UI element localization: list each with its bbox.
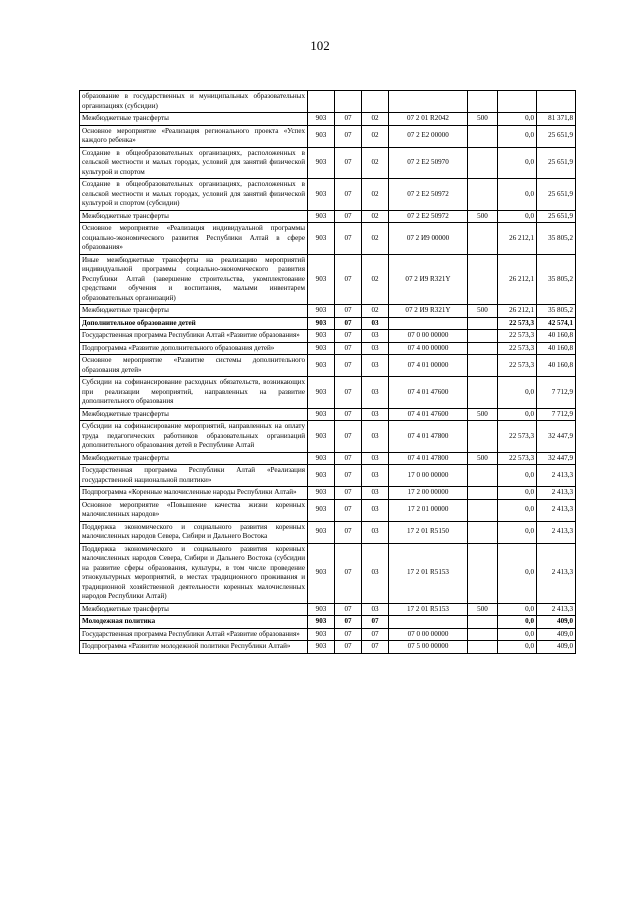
subsection-code-cell: 03 bbox=[362, 317, 389, 330]
expense-type-cell bbox=[468, 628, 498, 641]
subsection-code-cell: 03 bbox=[362, 408, 389, 421]
section-code-cell: 07 bbox=[335, 113, 362, 126]
target-article-cell: 07 4 01 47600 bbox=[389, 377, 468, 409]
amount-1-cell: 22 573,3 bbox=[498, 355, 537, 377]
amount-2-cell: 25 651,9 bbox=[537, 179, 576, 211]
ministry-code-cell: 903 bbox=[308, 342, 335, 355]
table-row bbox=[80, 330, 576, 343]
expense-type-cell bbox=[468, 317, 498, 330]
table-row bbox=[80, 342, 576, 355]
ministry-code-cell: 903 bbox=[308, 113, 335, 126]
item-name-cell: Основное мероприятие «Повышение качества жизни коренных малочисленных народов» bbox=[80, 499, 308, 521]
ministry-code-cell: 903 bbox=[308, 603, 335, 616]
section-code-cell: 07 bbox=[335, 125, 362, 147]
target-article-cell: 07 2 E2 50970 bbox=[389, 147, 468, 179]
page-number: 102 bbox=[310, 38, 330, 53]
target-article-cell: 07 4 01 47600 bbox=[389, 408, 468, 421]
amount-1-cell: 0,0 bbox=[498, 179, 537, 211]
amount-1-cell: 22 573,3 bbox=[498, 342, 537, 355]
amount-1-cell: 26 212,1 bbox=[498, 254, 537, 305]
ministry-code-cell: 903 bbox=[308, 521, 335, 543]
amount-1-cell: 0,0 bbox=[498, 147, 537, 179]
section-code-cell: 07 bbox=[335, 465, 362, 487]
item-name-cell: Субсидии на софинансирование мероприятий, направленных на оплату труда педагогических работников образовательных организаций дополнительного образования детей в Республике Алтай bbox=[80, 421, 308, 453]
target-article-cell: 07 4 01 47800 bbox=[389, 452, 468, 465]
amount-1-cell: 0,0 bbox=[498, 543, 537, 603]
subsection-code-cell: 03 bbox=[362, 603, 389, 616]
amount-1-cell: 0,0 bbox=[498, 408, 537, 421]
ministry-code-cell: 903 bbox=[308, 408, 335, 421]
section-code-cell: 07 bbox=[335, 499, 362, 521]
expense-type-cell: 500 bbox=[468, 452, 498, 465]
ministry-code-cell: 903 bbox=[308, 641, 335, 654]
item-name-cell: Основное мероприятие «Реализация регионального проекта «Успех каждого ребенка» bbox=[80, 125, 308, 147]
target-article-cell: 07 5 00 00000 bbox=[389, 641, 468, 654]
amount-2-cell: 7 712,9 bbox=[537, 377, 576, 409]
section-code-cell: 07 bbox=[335, 342, 362, 355]
table-row bbox=[80, 179, 576, 211]
amount-2-cell: 25 651,9 bbox=[537, 210, 576, 223]
ministry-code-cell: 903 bbox=[308, 179, 335, 211]
table-row bbox=[80, 641, 576, 654]
table-row bbox=[80, 603, 576, 616]
subsection-code-cell: 02 bbox=[362, 305, 389, 318]
subsection-code-cell: 02 bbox=[362, 113, 389, 126]
target-article-cell: 17 2 01 R5153 bbox=[389, 543, 468, 603]
amount-1-cell: 0,0 bbox=[498, 641, 537, 654]
amount-1-cell bbox=[498, 91, 537, 113]
target-article-cell: 07 0 00 00000 bbox=[389, 330, 468, 343]
target-article-cell bbox=[389, 616, 468, 629]
section-code-cell: 07 bbox=[335, 317, 362, 330]
target-article-cell: 07 4 01 00000 bbox=[389, 355, 468, 377]
subsection-code-cell: 03 bbox=[362, 421, 389, 453]
amount-1-cell: 0,0 bbox=[498, 628, 537, 641]
amount-2-cell: 2 413,3 bbox=[537, 521, 576, 543]
section-code-cell: 07 bbox=[335, 377, 362, 409]
target-article-cell: 07 2 И9 R321Y bbox=[389, 254, 468, 305]
subsection-code-cell: 02 bbox=[362, 210, 389, 223]
subsection-code-cell: 07 bbox=[362, 641, 389, 654]
ministry-code-cell: 903 bbox=[308, 499, 335, 521]
target-article-cell: 07 4 01 47800 bbox=[389, 421, 468, 453]
target-article-cell: 17 2 01 R5150 bbox=[389, 521, 468, 543]
amount-2-cell: 2 413,3 bbox=[537, 465, 576, 487]
amount-2-cell: 40 160,8 bbox=[537, 342, 576, 355]
item-name-cell: Государственная программа Республики Алтай «Реализация государственной национальной политики» bbox=[80, 465, 308, 487]
item-name-cell: Государственная программа Республики Алтай «Развитие образования» bbox=[80, 330, 308, 343]
ministry-code-cell: 903 bbox=[308, 254, 335, 305]
amount-2-cell: 2 413,3 bbox=[537, 499, 576, 521]
amount-1-cell: 0,0 bbox=[498, 125, 537, 147]
section-code-cell bbox=[335, 91, 362, 113]
ministry-code-cell: 903 bbox=[308, 305, 335, 318]
item-name-cell: Субсидии на софинансирование расходных обязательств, возникающих при реализации мероприятий, направленных на развитие дополнительного образования bbox=[80, 377, 308, 409]
target-article-cell: 17 0 00 00000 bbox=[389, 465, 468, 487]
ministry-code-cell: 903 bbox=[308, 616, 335, 629]
section-code-cell: 07 bbox=[335, 330, 362, 343]
ministry-code-cell: 903 bbox=[308, 317, 335, 330]
amount-2-cell: 2 413,3 bbox=[537, 487, 576, 500]
subsection-code-cell: 02 bbox=[362, 254, 389, 305]
expense-type-cell bbox=[468, 377, 498, 409]
subsection-code-cell: 02 bbox=[362, 223, 389, 255]
target-article-cell: 17 2 00 00000 bbox=[389, 487, 468, 500]
expense-type-cell bbox=[468, 465, 498, 487]
subsection-code-cell: 02 bbox=[362, 179, 389, 211]
section-code-cell: 07 bbox=[335, 521, 362, 543]
ministry-code-cell: 903 bbox=[308, 125, 335, 147]
expense-type-cell bbox=[468, 91, 498, 113]
table-row bbox=[80, 377, 576, 409]
expense-type-cell bbox=[468, 421, 498, 453]
amount-1-cell: 22 573,3 bbox=[498, 317, 537, 330]
section-code-cell: 07 bbox=[335, 147, 362, 179]
amount-2-cell: 42 574,1 bbox=[537, 317, 576, 330]
table-row bbox=[80, 521, 576, 543]
target-article-cell bbox=[389, 317, 468, 330]
table-row bbox=[80, 421, 576, 453]
ministry-code-cell bbox=[308, 91, 335, 113]
section-code-cell: 07 bbox=[335, 210, 362, 223]
item-name-cell: Создание в общеобразовательных организациях, расположенных в сельской местности и малых городах, условий для занятий физической культурой и спортом (субсидии) bbox=[80, 179, 308, 211]
expense-type-cell bbox=[468, 179, 498, 211]
expense-type-cell bbox=[468, 355, 498, 377]
section-code-cell: 07 bbox=[335, 179, 362, 211]
amount-2-cell: 2 413,3 bbox=[537, 603, 576, 616]
amount-2-cell: 7 712,9 bbox=[537, 408, 576, 421]
target-article-cell: 07 0 00 00000 bbox=[389, 628, 468, 641]
amount-2-cell: 32 447,9 bbox=[537, 452, 576, 465]
table-row bbox=[80, 147, 576, 179]
section-code-cell: 07 bbox=[335, 254, 362, 305]
expense-type-cell bbox=[468, 521, 498, 543]
amount-2-cell: 409,0 bbox=[537, 628, 576, 641]
amount-1-cell: 0,0 bbox=[498, 377, 537, 409]
item-name-cell: Межбюджетные трансферты bbox=[80, 305, 308, 318]
expense-type-cell bbox=[468, 616, 498, 629]
expense-type-cell bbox=[468, 641, 498, 654]
amount-1-cell: 26 212,1 bbox=[498, 223, 537, 255]
target-article-cell: 07 4 00 00000 bbox=[389, 342, 468, 355]
ministry-code-cell: 903 bbox=[308, 421, 335, 453]
section-code-cell: 07 bbox=[335, 487, 362, 500]
target-article-cell: 17 2 01 00000 bbox=[389, 499, 468, 521]
amount-1-cell: 0,0 bbox=[498, 210, 537, 223]
ministry-code-cell: 903 bbox=[308, 223, 335, 255]
section-code-cell: 07 bbox=[335, 421, 362, 453]
table-row bbox=[80, 616, 576, 629]
item-name-cell: Подпрограмма «Развитие дополнительного образования детей» bbox=[80, 342, 308, 355]
subsection-code-cell: 07 bbox=[362, 628, 389, 641]
subsection-code-cell: 03 bbox=[362, 487, 389, 500]
expense-type-cell: 500 bbox=[468, 210, 498, 223]
amount-2-cell: 32 447,9 bbox=[537, 421, 576, 453]
section-code-cell: 07 bbox=[335, 543, 362, 603]
section-code-cell: 07 bbox=[335, 408, 362, 421]
table-row bbox=[80, 254, 576, 305]
target-article-cell: 07 2 И9 R321Y bbox=[389, 305, 468, 318]
item-name-cell: Межбюджетные трансферты bbox=[80, 452, 308, 465]
target-article-cell: 07 2 01 R2042 bbox=[389, 113, 468, 126]
item-name-cell: Основное мероприятие «Развитие системы дополнительного образования детей» bbox=[80, 355, 308, 377]
ministry-code-cell: 903 bbox=[308, 377, 335, 409]
amount-1-cell: 22 573,3 bbox=[498, 421, 537, 453]
amount-2-cell: 81 371,8 bbox=[537, 113, 576, 126]
table-row bbox=[80, 305, 576, 318]
item-name-cell: Подпрограмма «Коренные малочисленные народы Республики Алтай» bbox=[80, 487, 308, 500]
table-row bbox=[80, 317, 576, 330]
table-row bbox=[80, 91, 576, 113]
amount-1-cell: 0,0 bbox=[498, 603, 537, 616]
target-article-cell: 07 2 E2 50972 bbox=[389, 210, 468, 223]
expense-type-cell bbox=[468, 330, 498, 343]
expense-type-cell: 500 bbox=[468, 408, 498, 421]
amount-1-cell: 0,0 bbox=[498, 616, 537, 629]
subsection-code-cell: 03 bbox=[362, 499, 389, 521]
ministry-code-cell: 903 bbox=[308, 355, 335, 377]
table-row bbox=[80, 487, 576, 500]
item-name-cell: Подпрограмма «Развитие молодежной политики Республики Алтай» bbox=[80, 641, 308, 654]
amount-2-cell bbox=[537, 91, 576, 113]
target-article-cell: 07 2 И9 00000 bbox=[389, 223, 468, 255]
amount-2-cell: 409,0 bbox=[537, 641, 576, 654]
subsection-code-cell: 02 bbox=[362, 125, 389, 147]
amount-1-cell: 0,0 bbox=[498, 113, 537, 126]
item-name-cell: Молодежная политика bbox=[80, 616, 308, 629]
subsection-code-cell: 07 bbox=[362, 616, 389, 629]
expense-type-cell bbox=[468, 254, 498, 305]
section-code-cell: 07 bbox=[335, 616, 362, 629]
ministry-code-cell: 903 bbox=[308, 210, 335, 223]
section-code-cell: 07 bbox=[335, 641, 362, 654]
amount-1-cell: 26 212,1 bbox=[498, 305, 537, 318]
item-name-cell: Иные межбюджетные трансферты на реализацию мероприятий индивидуальной программы социально-экономического развития Республики Алтай (завершение строительства, укомплектование средствами обучения и воспитания, малыми инвентарем образовательных организаций) bbox=[80, 254, 308, 305]
subsection-code-cell: 03 bbox=[362, 543, 389, 603]
section-code-cell: 07 bbox=[335, 628, 362, 641]
subsection-code-cell bbox=[362, 91, 389, 113]
table-row bbox=[80, 543, 576, 603]
amount-1-cell: 0,0 bbox=[498, 487, 537, 500]
amount-2-cell: 25 651,9 bbox=[537, 125, 576, 147]
subsection-code-cell: 03 bbox=[362, 521, 389, 543]
amount-2-cell: 409,0 bbox=[537, 616, 576, 629]
amount-2-cell: 40 160,8 bbox=[537, 355, 576, 377]
ministry-code-cell: 903 bbox=[308, 147, 335, 179]
expense-type-cell bbox=[468, 499, 498, 521]
subsection-code-cell: 03 bbox=[362, 377, 389, 409]
expense-type-cell bbox=[468, 487, 498, 500]
expense-type-cell bbox=[468, 223, 498, 255]
expense-type-cell bbox=[468, 543, 498, 603]
expense-type-cell: 500 bbox=[468, 305, 498, 318]
table-row bbox=[80, 408, 576, 421]
item-name-cell: Государственная программа Республики Алтай «Развитие образования» bbox=[80, 628, 308, 641]
item-name-cell: Создание в общеобразовательных организациях, расположенных в сельской местности и малых городах, условий для занятий физической культурой и спортом bbox=[80, 147, 308, 179]
section-code-cell: 07 bbox=[335, 452, 362, 465]
section-code-cell: 07 bbox=[335, 355, 362, 377]
amount-1-cell: 0,0 bbox=[498, 521, 537, 543]
item-name-cell: Поддержка экономического и социального развития коренных малочисленных народов Севера, Сибири и Дальнего Востока (субсидии на развитие сферы образования, культуры, в том числе проведение этнокультурных мероприятий, в местах традиционного проживания и традиционной хозяйственной деятельности коренных малочисленных народов Республики Алтай) bbox=[80, 543, 308, 603]
table-row bbox=[80, 628, 576, 641]
table-row bbox=[80, 465, 576, 487]
subsection-code-cell: 03 bbox=[362, 330, 389, 343]
subsection-code-cell: 02 bbox=[362, 147, 389, 179]
section-code-cell: 07 bbox=[335, 305, 362, 318]
item-name-cell: Межбюджетные трансферты bbox=[80, 603, 308, 616]
expense-type-cell: 500 bbox=[468, 113, 498, 126]
subsection-code-cell: 03 bbox=[362, 355, 389, 377]
subsection-code-cell: 03 bbox=[362, 452, 389, 465]
table-row bbox=[80, 210, 576, 223]
ministry-code-cell: 903 bbox=[308, 330, 335, 343]
amount-2-cell: 2 413,3 bbox=[537, 543, 576, 603]
ministry-code-cell: 903 bbox=[308, 487, 335, 500]
subsection-code-cell: 03 bbox=[362, 465, 389, 487]
item-name-cell: Межбюджетные трансферты bbox=[80, 113, 308, 126]
target-article-cell: 07 2 E2 50972 bbox=[389, 179, 468, 211]
table-row bbox=[80, 223, 576, 255]
table-row bbox=[80, 125, 576, 147]
ministry-code-cell: 903 bbox=[308, 465, 335, 487]
table-row bbox=[80, 113, 576, 126]
section-code-cell: 07 bbox=[335, 223, 362, 255]
ministry-code-cell: 903 bbox=[308, 628, 335, 641]
amount-2-cell: 40 160,8 bbox=[537, 330, 576, 343]
subsection-code-cell: 03 bbox=[362, 342, 389, 355]
item-name-cell: Основное мероприятие «Реализация индивидуальной программы социально-экономического развития Республики Алтай в сфере образования» bbox=[80, 223, 308, 255]
expense-type-cell bbox=[468, 125, 498, 147]
item-name-cell: Межбюджетные трансферты bbox=[80, 210, 308, 223]
amount-1-cell: 22 573,3 bbox=[498, 452, 537, 465]
budget-table bbox=[79, 90, 576, 654]
amount-1-cell: 0,0 bbox=[498, 465, 537, 487]
target-article-cell: 17 2 01 R5153 bbox=[389, 603, 468, 616]
item-name-cell: Поддержка экономического и социального развития коренных малочисленных народов Севера, Сибири и Дальнего Востока bbox=[80, 521, 308, 543]
amount-1-cell: 22 573,3 bbox=[498, 330, 537, 343]
ministry-code-cell: 903 bbox=[308, 452, 335, 465]
item-name-cell: Дополнительное образование детей bbox=[80, 317, 308, 330]
item-name-cell: образование в государственных и муниципальных образовательных организациях (субсидии) bbox=[80, 91, 308, 113]
target-article-cell: 07 2 E2 00000 bbox=[389, 125, 468, 147]
table-row bbox=[80, 355, 576, 377]
table-row bbox=[80, 452, 576, 465]
expense-type-cell: 500 bbox=[468, 603, 498, 616]
amount-2-cell: 35 805,2 bbox=[537, 305, 576, 318]
target-article-cell bbox=[389, 91, 468, 113]
ministry-code-cell: 903 bbox=[308, 543, 335, 603]
section-code-cell: 07 bbox=[335, 603, 362, 616]
amount-1-cell: 0,0 bbox=[498, 499, 537, 521]
expense-type-cell bbox=[468, 147, 498, 179]
item-name-cell: Межбюджетные трансферты bbox=[80, 408, 308, 421]
amount-2-cell: 25 651,9 bbox=[537, 147, 576, 179]
table-row bbox=[80, 499, 576, 521]
amount-2-cell: 35 805,2 bbox=[537, 254, 576, 305]
expense-type-cell bbox=[468, 342, 498, 355]
amount-2-cell: 35 805,2 bbox=[537, 223, 576, 255]
